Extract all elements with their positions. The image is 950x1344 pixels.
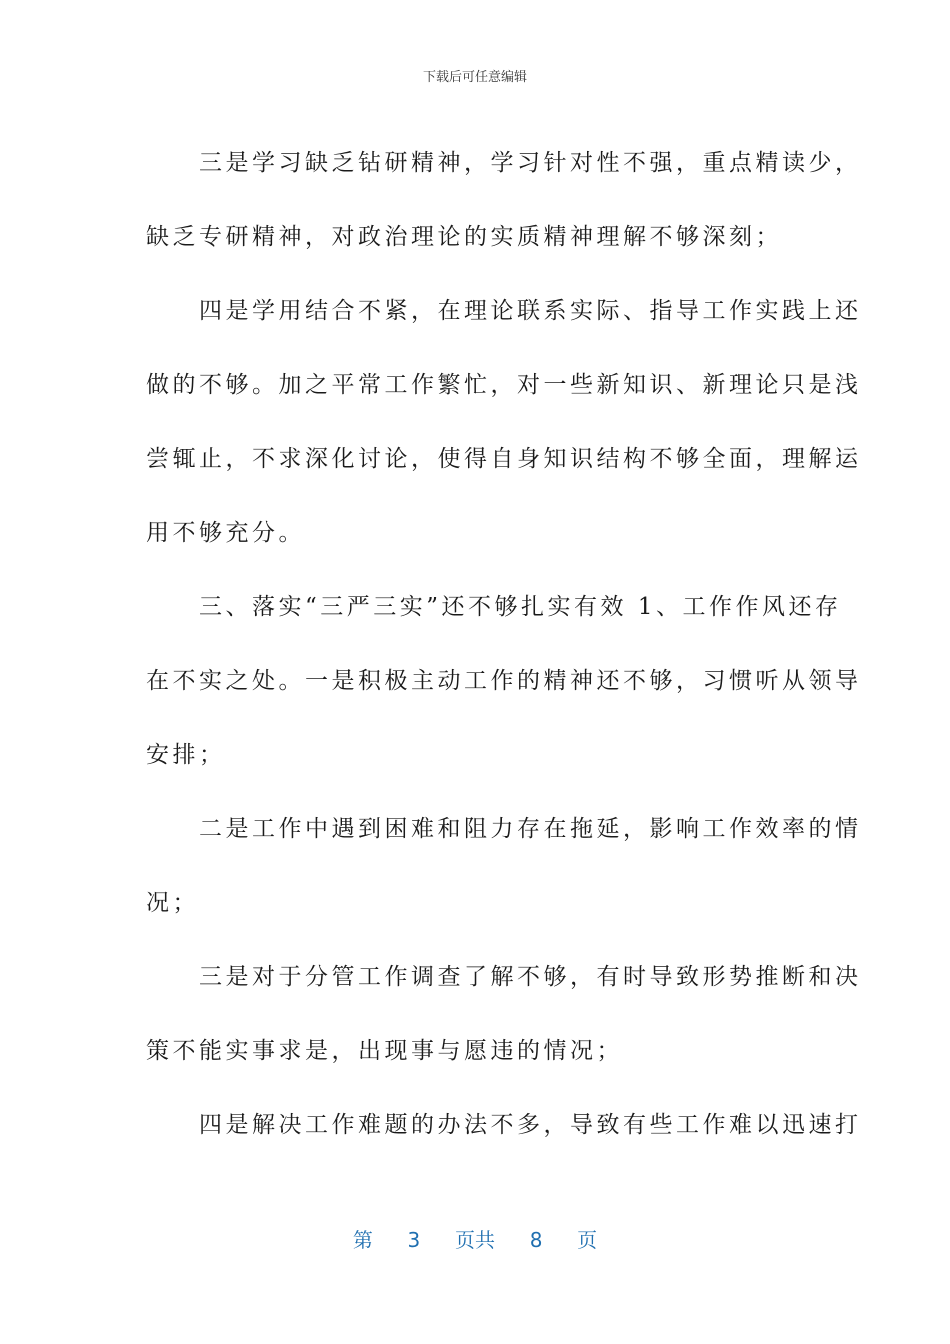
- text-line: 用不够充分。: [146, 520, 305, 546]
- footer-prefix: 第: [352, 1228, 373, 1252]
- text-line: 况；: [146, 890, 199, 916]
- text-line: 安排；: [146, 742, 226, 768]
- paragraph: [146, 940, 862, 1088]
- text-line: 尝辄止，不求深化讨论，使得自身知识结构不够全面，理解运: [146, 446, 862, 472]
- text-line: 二是工作中遇到困难和阻力存在拖延，影响工作效率的情: [146, 816, 862, 842]
- text-line: 策不能实事求是，出现事与愿违的情况；: [146, 1038, 623, 1064]
- paragraph: [146, 792, 862, 940]
- text-line: 四是解决工作难题的办法不多，导致有些工作难以迅速打: [146, 1112, 862, 1138]
- footer-suffix: 页: [577, 1228, 598, 1252]
- paragraph: [146, 570, 862, 792]
- paragraph: [146, 274, 862, 570]
- text-line: 三、落实“三严三实”还不够扎实有效 1、工作作风还存: [146, 594, 842, 620]
- paragraph: [146, 126, 862, 274]
- footer-current-page: 3: [407, 1228, 421, 1252]
- body-text: [146, 126, 862, 1162]
- footer-middle: 页共: [455, 1228, 495, 1252]
- footer-total-pages: 8: [529, 1228, 543, 1252]
- text-line: 四是学用结合不紧，在理论联系实际、指导工作实践上还: [146, 298, 862, 324]
- text-line: 做的不够。加之平常工作繁忙，对一些新知识、新理论只是浅: [146, 372, 862, 398]
- header-note: 下载后可任意编辑: [422, 70, 527, 85]
- text-line: 在不实之处。一是积极主动工作的精神还不够，习惯听从领导: [146, 668, 862, 694]
- paragraph: [146, 1088, 862, 1162]
- text-line: 三是对于分管工作调查了解不够，有时导致形势推断和决: [146, 964, 862, 990]
- text-line: 三是学习缺乏钻研精神，学习针对性不强，重点精读少，: [146, 150, 862, 176]
- text-line: 缺乏专研精神，对政治理论的实质精神理解不够深刻；: [146, 224, 782, 250]
- page-footer: [0, 1224, 950, 1253]
